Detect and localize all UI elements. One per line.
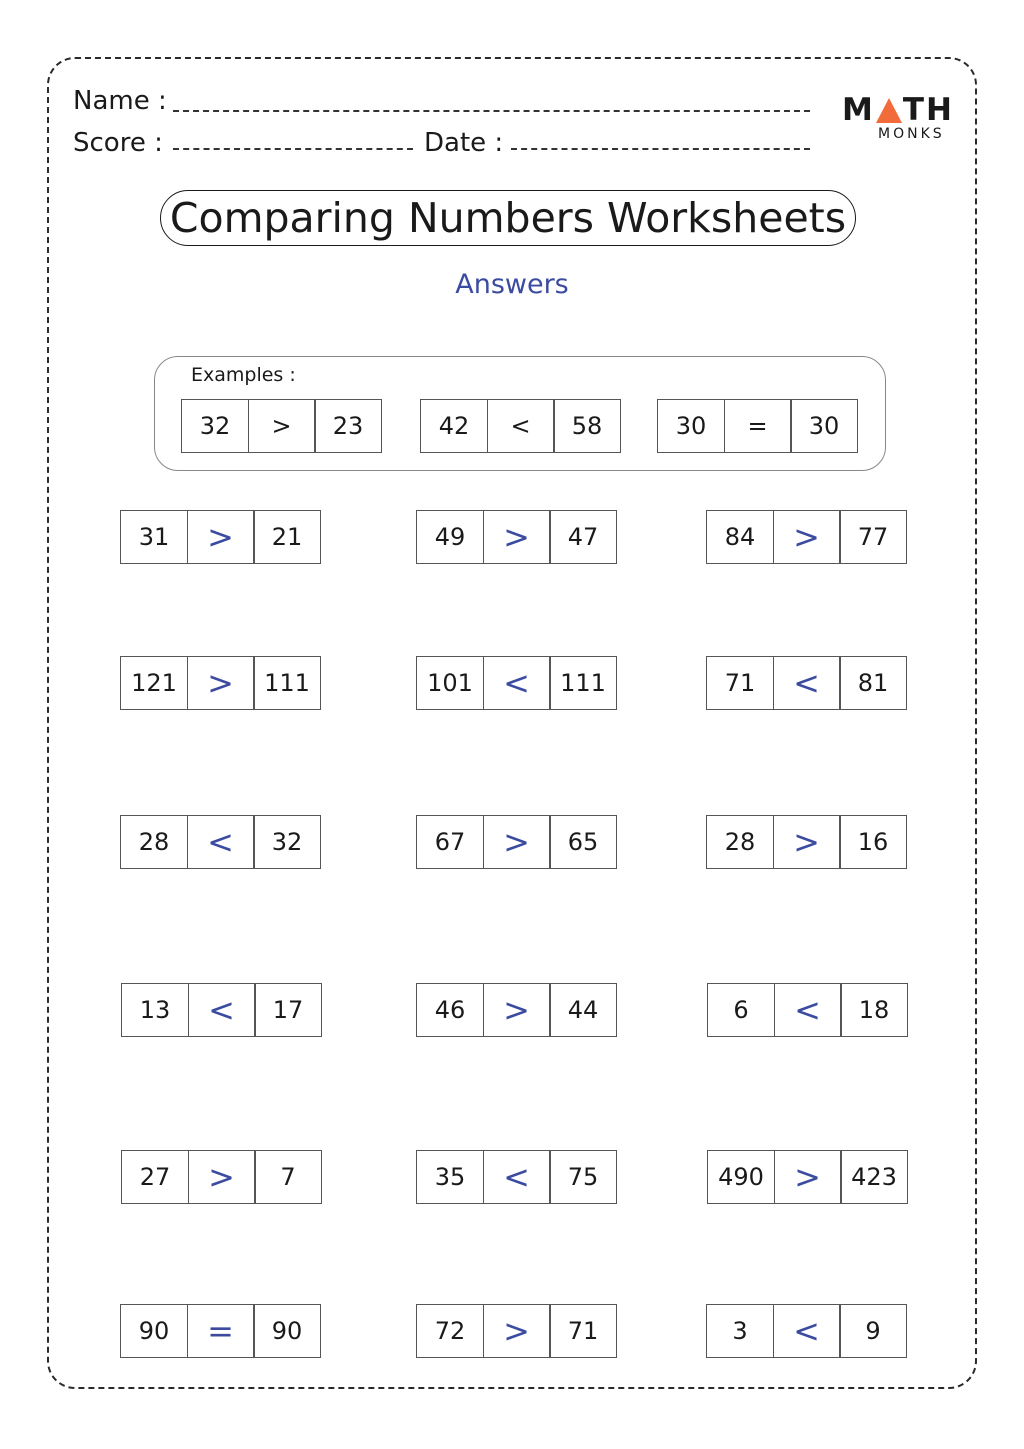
score-label: Score : bbox=[73, 128, 163, 158]
date-field[interactable] bbox=[511, 148, 810, 150]
left-number: 121 bbox=[120, 656, 188, 710]
example-symbol: > bbox=[248, 399, 316, 453]
answer-symbol[interactable]: < bbox=[483, 1150, 551, 1204]
name-label: Name : bbox=[73, 86, 167, 116]
page-title bbox=[160, 190, 856, 246]
comparison-problem bbox=[121, 1150, 322, 1204]
right-number: 7 bbox=[254, 1150, 322, 1204]
left-number: 67 bbox=[416, 815, 484, 869]
answer-symbol[interactable]: < bbox=[187, 815, 255, 869]
left-number: 46 bbox=[416, 983, 484, 1037]
comparison-problem bbox=[416, 1150, 617, 1204]
page-title-text: Comparing Numbers Worksheets bbox=[169, 194, 847, 242]
score-field[interactable] bbox=[173, 148, 413, 150]
left-number: 490 bbox=[707, 1150, 775, 1204]
logo-triangle-icon bbox=[876, 98, 902, 123]
right-number: 423 bbox=[840, 1150, 908, 1204]
comparison-problem bbox=[706, 1304, 907, 1358]
right-number: 47 bbox=[549, 510, 617, 564]
comparison-problem bbox=[121, 983, 322, 1037]
answer-symbol[interactable]: < bbox=[773, 1304, 841, 1358]
right-number: 75 bbox=[549, 1150, 617, 1204]
example-comparison bbox=[420, 399, 621, 453]
comparison-problem bbox=[120, 510, 321, 564]
examples-label: Examples : bbox=[191, 364, 296, 386]
comparison-problem bbox=[707, 1150, 908, 1204]
comparison-problem bbox=[120, 1304, 321, 1358]
right-number: 44 bbox=[549, 983, 617, 1037]
right-number: 17 bbox=[254, 983, 322, 1037]
comparison-problem bbox=[706, 656, 907, 710]
comparison-problem bbox=[120, 656, 321, 710]
left-number: 6 bbox=[707, 983, 775, 1037]
left-number: 28 bbox=[120, 815, 188, 869]
answer-symbol[interactable]: > bbox=[187, 656, 255, 710]
comparison-problem bbox=[416, 815, 617, 869]
left-number: 35 bbox=[416, 1150, 484, 1204]
answers-heading: Answers bbox=[455, 269, 569, 300]
example-left-number: 42 bbox=[420, 399, 488, 453]
right-number: 32 bbox=[253, 815, 321, 869]
example-right-number: 23 bbox=[314, 399, 382, 453]
answer-symbol[interactable]: > bbox=[774, 1150, 842, 1204]
name-field[interactable] bbox=[173, 110, 810, 112]
left-number: 49 bbox=[416, 510, 484, 564]
comparison-problem bbox=[120, 815, 321, 869]
left-number: 27 bbox=[121, 1150, 189, 1204]
example-symbol: = bbox=[724, 399, 792, 453]
answer-symbol[interactable]: = bbox=[187, 1304, 255, 1358]
comparison-problem bbox=[416, 510, 617, 564]
right-number: 16 bbox=[839, 815, 907, 869]
left-number: 101 bbox=[416, 656, 484, 710]
answer-symbol[interactable]: > bbox=[483, 815, 551, 869]
right-number: 111 bbox=[549, 656, 617, 710]
left-number: 72 bbox=[416, 1304, 484, 1358]
comparison-problem bbox=[416, 656, 617, 710]
answer-symbol[interactable]: < bbox=[483, 656, 551, 710]
right-number: 9 bbox=[839, 1304, 907, 1358]
answer-symbol[interactable]: > bbox=[187, 510, 255, 564]
answer-symbol[interactable]: < bbox=[773, 656, 841, 710]
comparison-problem bbox=[416, 983, 617, 1037]
right-number: 77 bbox=[839, 510, 907, 564]
right-number: 71 bbox=[549, 1304, 617, 1358]
comparison-problem bbox=[706, 815, 907, 869]
date-label: Date : bbox=[424, 128, 504, 158]
left-number: 3 bbox=[706, 1304, 774, 1358]
example-comparison bbox=[657, 399, 858, 453]
example-symbol: < bbox=[487, 399, 555, 453]
right-number: 90 bbox=[253, 1304, 321, 1358]
example-right-number: 30 bbox=[790, 399, 858, 453]
comparison-problem bbox=[707, 983, 908, 1037]
example-right-number: 58 bbox=[553, 399, 621, 453]
right-number: 81 bbox=[839, 656, 907, 710]
right-number: 18 bbox=[840, 983, 908, 1037]
left-number: 71 bbox=[706, 656, 774, 710]
answer-symbol[interactable]: < bbox=[774, 983, 842, 1037]
example-left-number: 30 bbox=[657, 399, 725, 453]
right-number: 111 bbox=[253, 656, 321, 710]
answer-symbol[interactable]: > bbox=[773, 815, 841, 869]
answer-symbol[interactable]: > bbox=[483, 983, 551, 1037]
answer-symbol[interactable]: > bbox=[773, 510, 841, 564]
left-number: 13 bbox=[121, 983, 189, 1037]
logo-subtext: MONKS bbox=[878, 126, 945, 142]
comparison-problem bbox=[706, 510, 907, 564]
logo-letter-m: M bbox=[842, 92, 875, 128]
answer-symbol[interactable]: > bbox=[188, 1150, 256, 1204]
comparison-problem bbox=[416, 1304, 617, 1358]
example-left-number: 32 bbox=[181, 399, 249, 453]
answer-symbol[interactable]: < bbox=[188, 983, 256, 1037]
math-monks-logo bbox=[842, 93, 957, 145]
left-number: 90 bbox=[120, 1304, 188, 1358]
answer-symbol[interactable]: > bbox=[483, 1304, 551, 1358]
example-comparison bbox=[181, 399, 382, 453]
left-number: 84 bbox=[706, 510, 774, 564]
right-number: 21 bbox=[253, 510, 321, 564]
left-number: 31 bbox=[120, 510, 188, 564]
logo-letters-th: TH bbox=[902, 92, 954, 128]
answer-symbol[interactable]: > bbox=[483, 510, 551, 564]
right-number: 65 bbox=[549, 815, 617, 869]
left-number: 28 bbox=[706, 815, 774, 869]
